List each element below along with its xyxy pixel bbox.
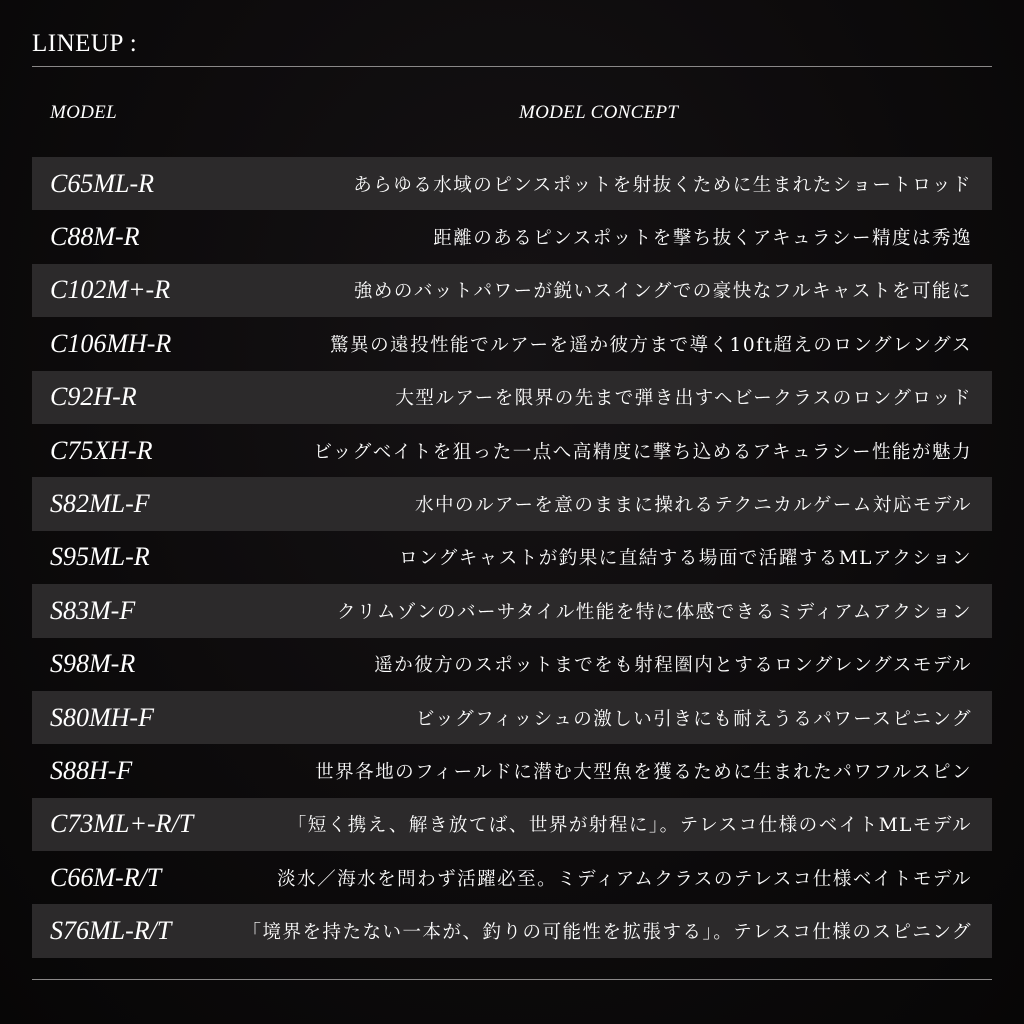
lineup-row: [32, 264, 992, 317]
lineup-row: [32, 798, 992, 851]
column-header-model: MODEL: [50, 102, 117, 123]
model-concept: 淡水／海水を問わず活躍必至。ミディアムクラスのテレスコ仕様ベイトモデル: [277, 868, 972, 890]
model-name: S80MH-F: [50, 702, 154, 732]
model-concept: 水中のルアーを意のままに操れるテクニカルゲーム対応モデル: [414, 495, 972, 517]
lineup-row: [32, 157, 992, 210]
model-name: S76ML-R/T: [50, 916, 172, 946]
model-concept: 「短く携え、解き放てば、世界が射程に」。テレスコ仕様のベイトMLモデル: [287, 815, 972, 837]
model-name: S88H-F: [50, 755, 133, 785]
lineup-row: [32, 638, 992, 691]
column-header-concept: MODEL CONCEPT: [519, 102, 679, 123]
lineup-row: [32, 531, 992, 584]
model-name: C102M+-R: [50, 275, 171, 305]
model-concept: 遥か彼方のスポットまでをも射程圏内とするロングレングスモデル: [374, 655, 972, 677]
lineup-row: [32, 584, 992, 637]
top-divider: [32, 66, 992, 67]
model-name: C66M-R/T: [50, 862, 162, 892]
lineup-row: [32, 477, 992, 530]
model-concept: ロングキャストが釣果に直結する場面で活躍するMLアクション: [399, 548, 972, 570]
model-concept: あらゆる水域のピンスポットを射抜くために生まれたショートロッド: [353, 174, 972, 196]
model-name: C73ML+-R/T: [50, 809, 194, 839]
lineup-row: [32, 317, 992, 370]
lineup-row: [32, 210, 992, 263]
model-concept: ビッグベイトを狙った一点へ高精度に撃ち込めるアキュラシー性能が魅力: [313, 441, 972, 463]
model-name: S83M-F: [50, 595, 136, 625]
model-concept: 「境界を持たない一本が、釣りの可能性を拡張する」。テレスコ仕様のスピニング: [242, 922, 972, 944]
model-concept: クリムゾンのバーサタイル性能を特に体感できるミディアムアクション: [336, 601, 972, 623]
lineup-row: [32, 851, 992, 904]
model-concept: 驚異の遠投性能でルアーを遥か彼方まで導く10ft超えのロングレングス: [330, 334, 972, 356]
lineup-row: [32, 371, 992, 424]
model-concept: ビッグフィッシュの激しい引きにも耐えうるパワースピニング: [415, 708, 972, 730]
lineup-table: [32, 157, 992, 958]
lineup-row: [32, 744, 992, 797]
lineup-row: [32, 691, 992, 744]
model-name: S95ML-R: [50, 542, 150, 572]
model-name: C92H-R: [50, 382, 137, 412]
lineup-row: [32, 904, 992, 957]
model-concept: 距離のあるピンスポットを撃ち抜くアキュラシー精度は秀逸: [433, 228, 972, 250]
model-name: S98M-R: [50, 649, 136, 679]
model-name: C106MH-R: [50, 328, 172, 358]
model-name: C65ML-R: [50, 168, 154, 198]
model-concept: 世界各地のフィールドに潜む大型魚を獲るために生まれたパワフルスピン: [315, 761, 972, 783]
model-concept: 強めのバットパワーが鋭いスイングでの豪快なフルキャストを可能に: [353, 281, 972, 303]
page-title: LINEUP :: [32, 30, 138, 57]
lineup-row: [32, 424, 992, 477]
bottom-divider: [32, 979, 992, 980]
model-name: C75XH-R: [50, 435, 153, 465]
model-name: S82ML-F: [50, 489, 150, 519]
model-concept: 大型ルアーを限界の先まで弾き出すヘビークラスのロングロッド: [395, 388, 972, 410]
model-name: C88M-R: [50, 222, 140, 252]
